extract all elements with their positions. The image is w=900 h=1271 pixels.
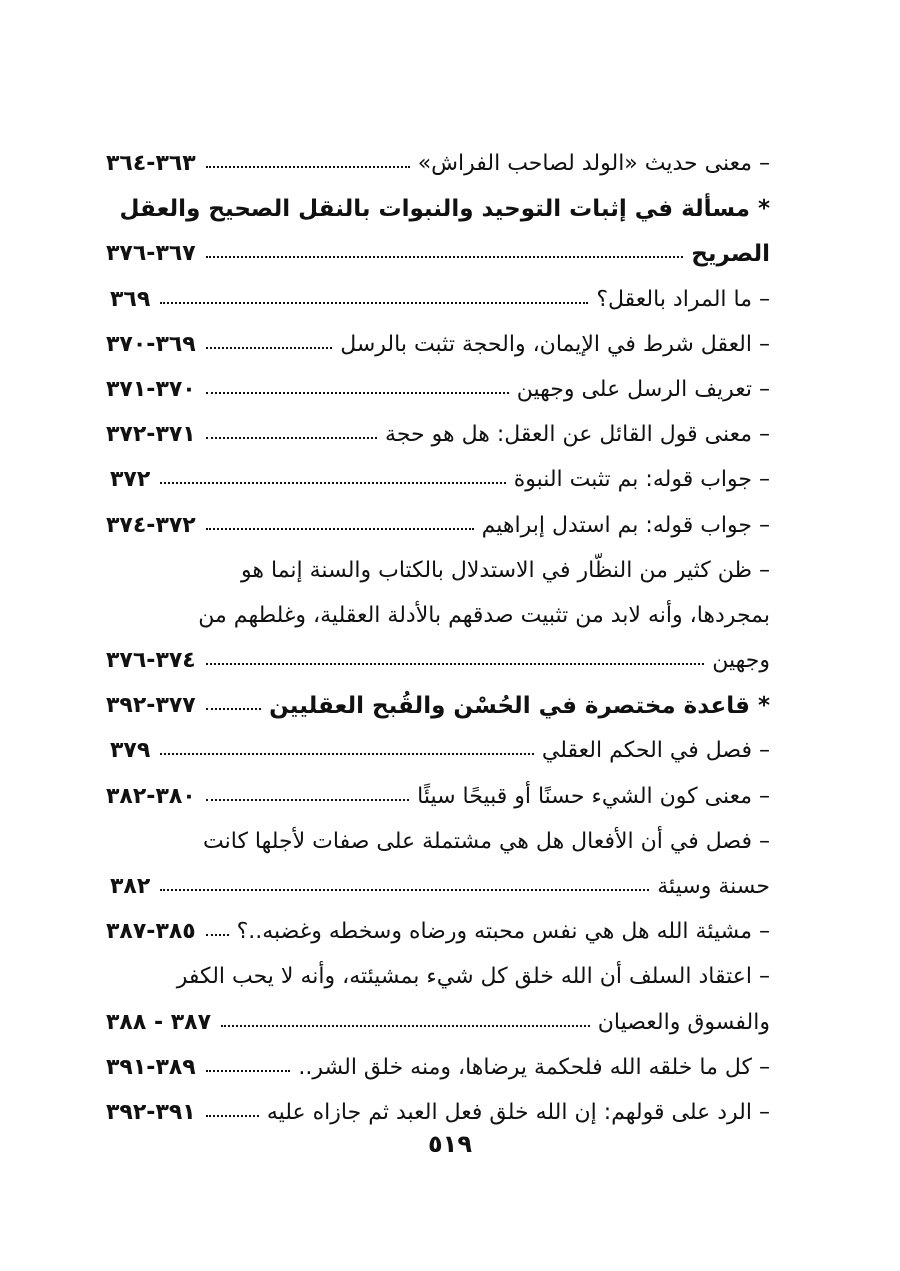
- toc-entry: [100, 1046, 770, 1091]
- entry-pages: ٣٨٢: [110, 874, 151, 899]
- toc-entry: [100, 458, 770, 503]
- entry-pages: ٣٩١-٣٩٢: [106, 1099, 196, 1125]
- dot-leader: [206, 934, 229, 936]
- entry-pages: ٣٧٢: [110, 467, 151, 493]
- toc-entry: [100, 639, 770, 684]
- dot-leader: [206, 663, 705, 665]
- entry-title: – العقل شرط في الإيمان، والحجة تثبت بالرسل: [340, 331, 770, 357]
- dot-leader: [206, 1115, 259, 1117]
- toc-entry: [100, 278, 770, 323]
- page-number: ٥١٩: [428, 1130, 472, 1158]
- entry-title: – تعريف الرسل على وجهين: [516, 376, 770, 402]
- toc-section-heading: [100, 684, 770, 729]
- entry-title: – ما المراد بالعقل؟: [596, 286, 770, 312]
- toc-entry: [100, 865, 770, 910]
- toc-entry: [100, 729, 770, 774]
- toc-entry-continued: [100, 549, 770, 594]
- dot-leader: [160, 753, 534, 755]
- entry-pages: ٣٨٧ - ٣٨٨: [106, 1009, 212, 1035]
- dot-leader: [160, 302, 588, 304]
- entry-title: * قاعدة مختصرة في الحُسْن والقُبح العقليين: [269, 693, 770, 720]
- entry-title: – الرد على قولهم: إن الله خلق فعل العبد ثم جازاه عليه: [266, 1099, 770, 1125]
- entry-title: الصريح: [691, 241, 770, 268]
- dot-leader: [160, 482, 505, 484]
- entry-title: * مسألة في إثبات التوحيد والنبوات بالنقل الصحيح والعقل: [119, 196, 770, 223]
- toc-entry: [100, 504, 770, 549]
- toc-entry-continued: [100, 955, 770, 1000]
- entry-pages: ٣٨٥-٣٨٧: [106, 919, 196, 945]
- dot-leader: [221, 1025, 590, 1027]
- dot-leader: [206, 528, 474, 530]
- toc-entry-continued: [100, 594, 770, 639]
- entry-title: حسنة وسيئة: [657, 874, 770, 899]
- dot-leader: [206, 1070, 291, 1072]
- dot-leader: [206, 347, 332, 349]
- toc-entry: [100, 1001, 770, 1046]
- entry-title: – فصل في الحكم العقلي: [541, 738, 770, 764]
- entry-title: والفسوق والعصيان: [597, 1009, 770, 1035]
- entry-title: – ظن كثير من النظّار في الاستدلال بالكتاب والسنة إنما هو: [241, 557, 770, 583]
- entry-pages: ٣٦٩-٣٧٠: [106, 331, 196, 357]
- entry-pages: ٣٧٢-٣٧٤: [106, 512, 196, 538]
- toc-entry: [100, 413, 770, 458]
- toc-entry: [100, 910, 770, 955]
- entry-pages: ٣٧١-٣٧٢: [106, 422, 196, 448]
- dot-leader: [160, 889, 649, 891]
- entry-pages: ٣٦٣-٣٦٤: [106, 151, 196, 176]
- entry-title: – جواب قوله: بم استدل إبراهيم: [481, 512, 770, 538]
- entry-title: – كل ما خلقه الله فلحكمة يرضاها، ومنه خلق الشر..: [298, 1054, 770, 1080]
- entry-title: – مشيئة الله هل هي نفس محبته ورضاه وسخطه وغضبه..؟: [236, 919, 770, 945]
- dot-leader: [206, 708, 261, 710]
- entry-pages: ٣٦٧-٣٧٦: [106, 241, 196, 267]
- entry-title: – معنى قول القائل عن العقل: هل هو حجة: [385, 422, 770, 448]
- dot-leader: [206, 799, 409, 801]
- dot-leader: [206, 392, 509, 394]
- entry-pages: ٣٧٠-٣٧١: [106, 376, 196, 402]
- toc-entry: [100, 323, 770, 368]
- entry-title: وجهين: [712, 648, 770, 674]
- toc-entry-continued: [100, 820, 770, 865]
- entry-title: – جواب قوله: بم تثبت النبوة: [513, 467, 770, 493]
- entry-title: – معنى كون الشيء حسنًا أو قبيحًا سيئًا: [417, 783, 770, 809]
- toc-entry: [100, 775, 770, 820]
- toc-entry: [100, 142, 770, 187]
- entry-title: – اعتقاد السلف أن الله خلق كل شيء بمشيئته، وأنه لا يحب الكفر: [176, 964, 770, 990]
- dot-leader: [206, 166, 410, 168]
- toc-section-heading: [100, 187, 770, 232]
- toc-entry: [100, 368, 770, 413]
- dot-leader: [206, 256, 684, 258]
- dot-leader: [206, 437, 377, 439]
- entry-pages: ٣٧٤-٣٧٦: [106, 648, 196, 674]
- toc-entry: [100, 232, 770, 277]
- table-of-contents: [100, 142, 770, 1136]
- entry-pages: ٣٧٧-٣٩٢: [106, 693, 196, 719]
- entry-pages: ٣٧٩: [110, 738, 151, 764]
- entry-title: بمجردها، وأنه لابد من تثبيت صدقهم بالأدلة العقلية، وغلطهم من: [198, 602, 770, 628]
- entry-pages: ٣٨٠-٣٨٢: [106, 783, 196, 809]
- entry-pages: ٣٨٩-٣٩١: [106, 1054, 196, 1080]
- entry-pages: ٣٦٩: [110, 286, 151, 312]
- entry-title: – معنى حديث «الولد لصاحب الفراش»: [417, 151, 770, 176]
- entry-title: – فصل في أن الأفعال هل هي مشتملة على صفات لأجلها كانت: [203, 828, 770, 854]
